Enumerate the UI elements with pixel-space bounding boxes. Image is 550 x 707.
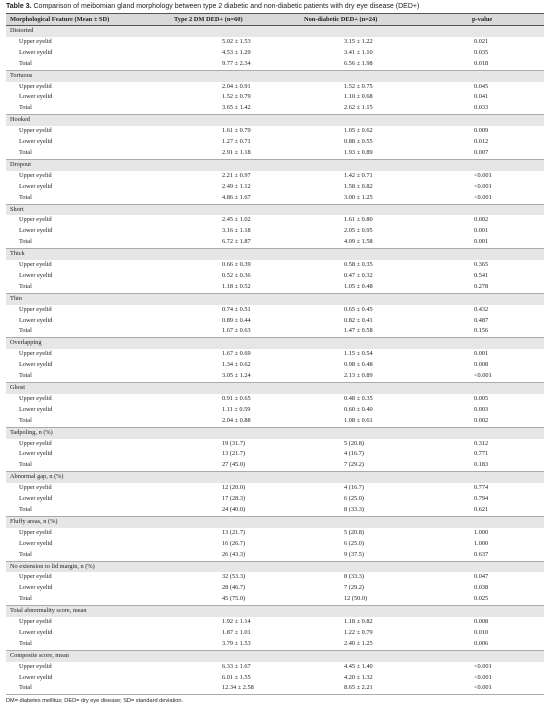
row-label: Lower eyelid <box>19 316 53 324</box>
cell-dm: 4.53 ± 1.29 <box>222 48 251 56</box>
row-label: Total <box>6 416 156 427</box>
cell-p-value: <0.001 <box>428 371 544 382</box>
table-row <box>6 37 544 48</box>
cell-nondm: 1.93 ± 0.89 <box>288 148 428 159</box>
row-label: Upper eyelid <box>19 573 52 581</box>
cell-dm: 28 (46.7) <box>222 584 246 592</box>
cell-nondm: 5 (20.8) <box>344 528 364 536</box>
cell-dm: 2.49 ± 1.12 <box>222 182 251 190</box>
cell-p-value: 1.000 <box>474 528 489 536</box>
table-row <box>6 82 544 93</box>
row-label: Total <box>6 505 156 516</box>
cell-dm: 12.34 ± 2.58 <box>156 683 288 694</box>
cell-p-value: 1.000 <box>474 539 489 547</box>
section-title: Dropout <box>6 159 544 170</box>
cell-p-value: 0.001 <box>428 237 544 248</box>
cell-nondm: 0.82 ± 0.41 <box>344 316 373 324</box>
cell-nondm: 8.65 ± 2.21 <box>288 683 428 694</box>
cell-nondm: 2.40 ± 1.25 <box>288 639 428 650</box>
cell-nondm: 1.22 ± 0.79 <box>344 628 373 636</box>
cell-p-value: 0.637 <box>428 550 544 561</box>
table-row <box>6 528 544 539</box>
cell-nondm: 7 (29.2) <box>288 460 428 471</box>
cell-nondm: 6 (25.0) <box>344 495 364 503</box>
section-title: Tadpoling, n (%) <box>6 427 544 438</box>
row-label: Lower eyelid <box>19 450 53 458</box>
cell-p-value: 0.278 <box>428 282 544 293</box>
cell-nondm: 0.88 ± 0.55 <box>344 138 373 146</box>
cell-nondm: 8 (33.3) <box>344 573 364 581</box>
section-header-row <box>6 650 544 661</box>
table-row <box>6 662 544 673</box>
table-row <box>6 349 544 360</box>
cell-nondm: 1.05 ± 0.48 <box>288 282 428 293</box>
cell-dm: 3.05 ± 1.24 <box>156 371 288 382</box>
row-label: Upper eyelid <box>19 37 52 45</box>
cell-dm: 17 (28.3) <box>222 495 246 503</box>
row-label: Lower eyelid <box>19 584 53 592</box>
row-label: Total <box>6 326 156 337</box>
row-label: Lower eyelid <box>19 227 53 235</box>
cell-p-value: <0.001 <box>474 662 492 670</box>
row-label: Lower eyelid <box>19 48 53 56</box>
cell-p-value: 0.008 <box>474 618 489 626</box>
section-title: Tortuous <box>6 70 544 81</box>
table-caption-label: Table 3. <box>6 3 32 10</box>
cell-dm: 1.11 ± 0.59 <box>222 405 251 413</box>
cell-dm: 1.67 ± 0.69 <box>222 350 251 358</box>
table-row <box>6 572 544 583</box>
cell-dm: 45 (75.0) <box>156 594 288 605</box>
cell-nondm: 3.00 ± 1.25 <box>288 193 428 204</box>
cell-p-value: 0.008 <box>474 361 489 369</box>
cell-dm: 16 (26.7) <box>222 539 246 547</box>
cell-p-value: 0.001 <box>474 227 489 235</box>
cell-dm: 1.67 ± 0.63 <box>156 326 288 337</box>
cell-p-value: 0.033 <box>428 103 544 114</box>
cell-dm: 0.74 ± 0.51 <box>222 305 251 313</box>
table-row <box>6 394 544 405</box>
cell-nondm: 4 (16.7) <box>344 450 364 458</box>
cell-dm: 0.89 ± 0.44 <box>222 316 251 324</box>
table-row <box>6 260 544 271</box>
row-label: Upper eyelid <box>19 394 52 402</box>
row-label: Lower eyelid <box>19 628 53 636</box>
cell-p-value: 0.794 <box>474 495 489 503</box>
cell-nondm: 2.62 ± 1.15 <box>288 103 428 114</box>
cell-dm: 1.18 ± 0.52 <box>156 282 288 293</box>
cell-p-value: 0.006 <box>428 639 544 650</box>
cell-dm: 0.91 ± 0.65 <box>222 394 251 402</box>
cell-dm: 19 (31.7) <box>222 439 246 447</box>
table-row <box>6 148 544 159</box>
cell-p-value: 0.012 <box>474 138 489 146</box>
cell-p-value: 0.047 <box>474 573 489 581</box>
table-row <box>6 48 544 59</box>
cell-p-value: 0.005 <box>474 394 489 402</box>
row-label: Upper eyelid <box>19 171 52 179</box>
cell-p-value: 0.621 <box>428 505 544 516</box>
table-row <box>6 405 544 416</box>
row-label: Lower eyelid <box>19 495 53 503</box>
row-label: Upper eyelid <box>19 261 52 269</box>
cell-nondm: 0.60 ± 0.40 <box>344 405 373 413</box>
table-row <box>6 505 544 516</box>
row-label: Lower eyelid <box>19 539 53 547</box>
row-label: Total <box>6 237 156 248</box>
table-row <box>6 683 544 694</box>
table-body <box>6 26 544 695</box>
table-row <box>6 439 544 450</box>
table-row <box>6 126 544 137</box>
row-label: Upper eyelid <box>19 484 52 492</box>
row-label: Upper eyelid <box>19 350 52 358</box>
cell-p-value: 0.002 <box>428 416 544 427</box>
cell-dm: 1.34 ± 0.62 <box>222 361 251 369</box>
cell-dm: 1.87 ± 1.01 <box>222 628 251 636</box>
cell-nondm: 0.47 ± 0.32 <box>344 271 373 279</box>
table-caption <box>0 0 550 13</box>
cell-nondm: 0.48 ± 0.35 <box>344 394 373 402</box>
cell-p-value: 0.432 <box>474 305 489 313</box>
row-label: Lower eyelid <box>19 673 53 681</box>
row-label: Upper eyelid <box>19 127 52 135</box>
cell-p-value: 0.021 <box>474 37 489 45</box>
cell-p-value: 0.541 <box>474 271 489 279</box>
row-label: Lower eyelid <box>19 405 53 413</box>
table-row <box>6 371 544 382</box>
table-row <box>6 494 544 505</box>
cell-dm: 1.27 ± 0.71 <box>222 138 251 146</box>
table-row <box>6 583 544 594</box>
cell-dm: 5.02 ± 1.53 <box>222 37 251 45</box>
section-header-row <box>6 516 544 527</box>
cell-nondm: 4 (16.7) <box>344 484 364 492</box>
cell-p-value: 0.003 <box>474 405 489 413</box>
row-label: Upper eyelid <box>19 439 52 447</box>
cell-nondm: 1.15 ± 0.54 <box>344 350 373 358</box>
cell-nondm: 1.10 ± 0.68 <box>344 93 373 101</box>
cell-p-value: 0.487 <box>474 316 489 324</box>
cell-nondm: 9 (37.5) <box>288 550 428 561</box>
cell-p-value: 0.007 <box>428 148 544 159</box>
table-row <box>6 171 544 182</box>
cell-nondm: 8 (33.3) <box>288 505 428 516</box>
section-header-row <box>6 115 544 126</box>
cell-nondm: 4.45 ± 1.40 <box>344 662 373 670</box>
cell-dm: 27 (45.0) <box>156 460 288 471</box>
row-label: Upper eyelid <box>19 216 52 224</box>
section-header-row <box>6 204 544 215</box>
cell-dm: 2.91 ± 1.18 <box>156 148 288 159</box>
cell-p-value: 0.771 <box>474 450 489 458</box>
row-label: Lower eyelid <box>19 271 53 279</box>
section-header-row <box>6 159 544 170</box>
table-footnote: DM= diabetes mellitus; DED= dry eye disease; SD= standard deviation. <box>6 698 184 705</box>
section-header-row <box>6 249 544 260</box>
row-label: Upper eyelid <box>19 528 52 536</box>
table-row <box>6 137 544 148</box>
row-label: Upper eyelid <box>19 305 52 313</box>
section-header-row <box>6 472 544 483</box>
cell-nondm: 1.05 ± 0.62 <box>344 127 373 135</box>
row-label: Total <box>6 594 156 605</box>
row-label: Total <box>6 683 156 694</box>
section-title: No extension to lid margin, n (%) <box>6 561 544 572</box>
cell-dm: 32 (53.3) <box>222 573 246 581</box>
header-dm: Type 2 DM DED+ (n=60) <box>156 14 288 26</box>
cell-p-value: <0.001 <box>428 193 544 204</box>
table-row <box>6 92 544 103</box>
cell-nondm: 5 (20.8) <box>344 439 364 447</box>
section-title: Abnormal gap, n (%) <box>6 472 544 483</box>
section-title: Hooked <box>6 115 544 126</box>
cell-dm: 13 (21.7) <box>222 450 246 458</box>
row-label: Total <box>6 371 156 382</box>
cell-dm: 3.16 ± 1.18 <box>222 227 251 235</box>
cell-nondm: 1.18 ± 0.82 <box>344 618 373 626</box>
table-row <box>6 539 544 550</box>
section-title: Ghost <box>6 383 544 394</box>
row-label: Total <box>6 282 156 293</box>
table-row <box>6 326 544 337</box>
row-label: Upper eyelid <box>19 662 52 670</box>
table-row <box>6 182 544 193</box>
cell-nondm: 2.05 ± 0.95 <box>344 227 373 235</box>
cell-nondm: 0.58 ± 0.35 <box>344 261 373 269</box>
table-header-row <box>6 14 544 26</box>
cell-p-value: 0.183 <box>428 460 544 471</box>
cell-dm: 9.77 ± 2.34 <box>156 59 288 70</box>
row-label: Lower eyelid <box>19 93 53 101</box>
cell-dm: 1.92 ± 1.14 <box>222 618 251 626</box>
cell-dm: 6.33 ± 1.67 <box>222 662 251 670</box>
section-title: Distorted <box>6 26 544 37</box>
cell-nondm: 6 (25.0) <box>344 539 364 547</box>
table-row <box>6 282 544 293</box>
cell-dm: 6.72 ± 1.87 <box>156 237 288 248</box>
cell-p-value: <0.001 <box>474 182 492 190</box>
cell-nondm: 12 (50.0) <box>288 594 428 605</box>
cell-dm: 3.79 ± 1.53 <box>156 639 288 650</box>
cell-p-value: 0.010 <box>474 628 489 636</box>
section-header-row <box>6 606 544 617</box>
cell-nondm: 3.15 ± 1.22 <box>344 37 373 45</box>
section-header-row <box>6 70 544 81</box>
row-label: Total <box>6 59 156 70</box>
row-label: Total <box>6 550 156 561</box>
cell-p-value: 0.001 <box>474 350 489 358</box>
header-nondm: Non-diabetic DED+ (n=24) <box>288 14 428 26</box>
table-row <box>6 449 544 460</box>
cell-p-value: 0.009 <box>474 127 489 135</box>
section-header-row <box>6 338 544 349</box>
cell-nondm: 1.61 ± 0.80 <box>344 216 373 224</box>
table-row <box>6 305 544 316</box>
cell-nondm: 1.42 ± 0.71 <box>344 171 373 179</box>
cell-p-value: 0.025 <box>428 594 544 605</box>
section-header-row <box>6 26 544 37</box>
section-header-row <box>6 293 544 304</box>
table-row <box>6 316 544 327</box>
section-title: Thin <box>6 293 544 304</box>
table-row <box>6 193 544 204</box>
section-title: Overlapping <box>6 338 544 349</box>
row-label: Total <box>6 639 156 650</box>
table-row <box>6 617 544 628</box>
cell-dm: 1.52 ± 0.79 <box>222 93 251 101</box>
cell-dm: 13 (21.7) <box>222 528 246 536</box>
cell-dm: 1.61 ± 0.79 <box>222 127 251 135</box>
header-feature: Morphological Feature (Mean ± SD) <box>6 14 156 26</box>
table-row <box>6 59 544 70</box>
cell-p-value: 0.018 <box>428 59 544 70</box>
cell-dm: 0.52 ± 0.36 <box>222 271 251 279</box>
section-header-row <box>6 561 544 572</box>
cell-p-value: 0.038 <box>474 584 489 592</box>
cell-dm: 4.86 ± 1.67 <box>156 193 288 204</box>
cell-dm: 6.01 ± 1.55 <box>222 673 251 681</box>
row-label: Lower eyelid <box>19 138 53 146</box>
cell-dm: 2.21 ± 0.97 <box>222 171 251 179</box>
table-row <box>6 639 544 650</box>
cell-p-value: 0.774 <box>474 484 489 492</box>
cell-nondm: 7 (29.2) <box>344 584 364 592</box>
row-label: Upper eyelid <box>19 618 52 626</box>
table-row <box>6 416 544 427</box>
table-row <box>6 215 544 226</box>
section-header-row <box>6 383 544 394</box>
section-header-row <box>6 427 544 438</box>
cell-p-value: <0.001 <box>474 673 492 681</box>
cell-dm: 2.04 ± 0.91 <box>222 82 251 90</box>
cell-dm: 2.45 ± 1.02 <box>222 216 251 224</box>
table-row <box>6 360 544 371</box>
cell-dm: 3.65 ± 1.42 <box>156 103 288 114</box>
cell-nondm: 0.98 ± 0.48 <box>344 361 373 369</box>
table-caption-text: Comparison of meibomian gland morphology between type 2 diabetic and non-diabetic patients with dry eye disease (DED+) <box>31 3 420 10</box>
cell-nondm: 4.09 ± 1.58 <box>288 237 428 248</box>
cell-nondm: 6.56 ± 1.98 <box>288 59 428 70</box>
table-row <box>6 103 544 114</box>
table-row <box>6 271 544 282</box>
cell-p-value: 0.365 <box>474 261 489 269</box>
cell-dm: 24 (40.0) <box>156 505 288 516</box>
row-label: Lower eyelid <box>19 361 53 369</box>
cell-p-value: <0.001 <box>474 171 492 179</box>
section-title: Thick <box>6 249 544 260</box>
table-row <box>6 594 544 605</box>
cell-nondm: 0.65 ± 0.45 <box>344 305 373 313</box>
cell-nondm: 1.47 ± 0.58 <box>288 326 428 337</box>
header-p-value: p-value <box>428 14 544 26</box>
cell-p-value: 0.035 <box>474 48 489 56</box>
cell-p-value: 0.045 <box>474 82 489 90</box>
row-label: Total <box>6 460 156 471</box>
cell-p-value: 0.041 <box>474 93 489 101</box>
cell-p-value: 0.312 <box>474 439 489 447</box>
section-title: Short <box>6 204 544 215</box>
cell-dm: 0.66 ± 0.39 <box>222 261 251 269</box>
cell-nondm: 4.20 ± 1.32 <box>344 673 373 681</box>
cell-nondm: 2.13 ± 0.89 <box>288 371 428 382</box>
table-row <box>6 226 544 237</box>
cell-p-value: 0.156 <box>428 326 544 337</box>
cell-dm: 26 (43.3) <box>156 550 288 561</box>
section-title: Composite score, mean <box>6 650 544 661</box>
row-label: Total <box>6 193 156 204</box>
cell-nondm: 3.41 ± 1.10 <box>344 48 373 56</box>
section-title: Fluffy areas, n (%) <box>6 516 544 527</box>
morphology-table <box>6 13 544 695</box>
row-label: Lower eyelid <box>19 182 53 190</box>
row-label: Upper eyelid <box>19 82 52 90</box>
table-row <box>6 483 544 494</box>
table-row <box>6 628 544 639</box>
row-label: Total <box>6 148 156 159</box>
section-title: Total abnormality score, mean <box>6 606 544 617</box>
cell-nondm: 1.58 ± 0.82 <box>344 182 373 190</box>
table-row <box>6 460 544 471</box>
table-row <box>6 673 544 684</box>
table-row <box>6 550 544 561</box>
cell-nondm: 1.08 ± 0.61 <box>288 416 428 427</box>
table-row <box>6 237 544 248</box>
cell-dm: 12 (20.0) <box>222 484 246 492</box>
cell-p-value: 0.002 <box>474 216 489 224</box>
cell-nondm: 1.52 ± 0.75 <box>344 82 373 90</box>
row-label: Total <box>6 103 156 114</box>
cell-p-value: <0.001 <box>428 683 544 694</box>
cell-dm: 2.04 ± 0.88 <box>156 416 288 427</box>
